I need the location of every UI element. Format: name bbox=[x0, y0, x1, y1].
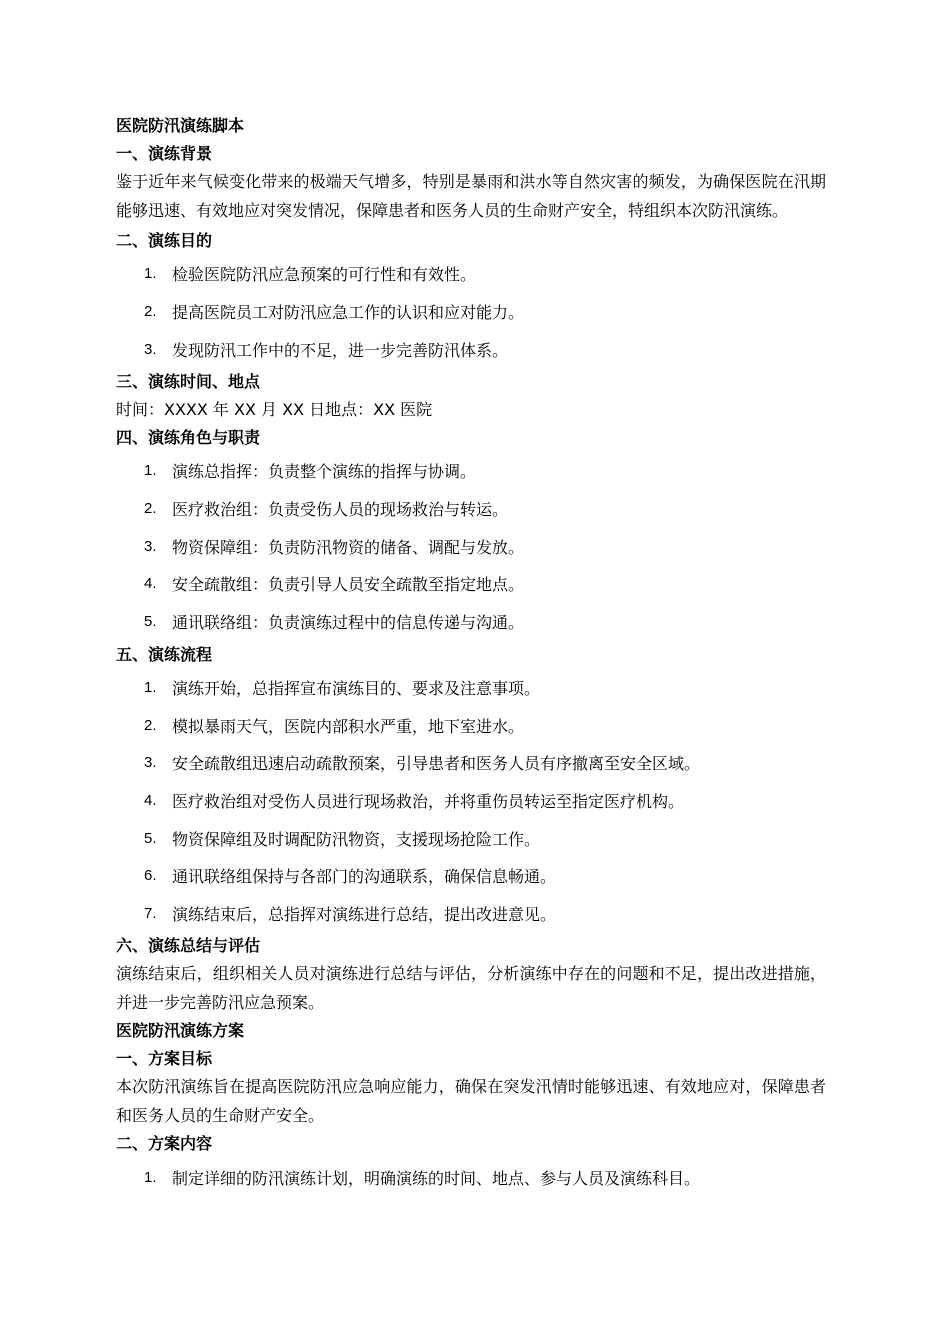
list-text: 模拟暴雨天气，医院内部积水严重，地下室进水。 bbox=[172, 716, 525, 736]
list-text: 检验医院防汛应急预案的可行性和有效性。 bbox=[172, 265, 477, 285]
list-number: 6. bbox=[144, 867, 157, 885]
list-number: 2. bbox=[144, 716, 157, 734]
list-text: 安全疏散组：负责引导人员安全疏散至指定地点。 bbox=[172, 575, 525, 595]
list-item bbox=[116, 603, 826, 641]
list-text: 安全疏散组迅速启动疏散预案，引导患者和医务人员有序撤离至安全区域。 bbox=[172, 754, 701, 774]
section-heading: 二、演练目的 bbox=[116, 231, 213, 250]
list-number: 1. bbox=[144, 678, 157, 696]
list-text: 医疗救治组：负责受伤人员的现场救治与转运。 bbox=[172, 500, 509, 520]
list-number: 2. bbox=[144, 303, 157, 321]
list-item bbox=[116, 452, 826, 490]
list-number: 3. bbox=[144, 537, 157, 555]
list-item bbox=[116, 490, 826, 528]
numbered-list bbox=[116, 1158, 826, 1196]
document-title: 医院防汛演练脚本 bbox=[116, 116, 245, 135]
list-number: 3. bbox=[144, 754, 157, 772]
list-text: 物资保障组及时调配防汛物资，支援现场抢险工作。 bbox=[172, 829, 541, 849]
list-item bbox=[116, 819, 826, 857]
list-item bbox=[116, 565, 826, 603]
list-item bbox=[116, 1158, 826, 1196]
list-number: 3. bbox=[144, 340, 157, 358]
list-number: 4. bbox=[144, 791, 157, 809]
list-text: 演练结束后，总指挥对演练进行总结，提出改进意见。 bbox=[172, 904, 557, 924]
section-heading: 四、演练角色与职责 bbox=[116, 428, 261, 448]
section-heading: 六、演练总结与评估 bbox=[116, 936, 261, 956]
list-text: 演练总指挥：负责整个演练的指挥与协调。 bbox=[172, 462, 477, 482]
list-number: 1. bbox=[144, 462, 157, 480]
list-item bbox=[116, 857, 826, 895]
section-paragraph: 本次防汛演练旨在提高医院防汛应急响应能力，确保在突发汛情时能够迅速、有效地应对，保障患者和医务人员的生命财产安全。 bbox=[116, 1077, 826, 1125]
section-paragraph: 演练结束后，组织相关人员对演练进行总结与评估，分析演练中存在的问题和不足，提出改进措施，并进一步完善防汛应急预案。 bbox=[116, 964, 826, 1012]
list-item bbox=[116, 782, 826, 820]
list-number: 1. bbox=[144, 265, 157, 283]
section-heading: 五、演练流程 bbox=[116, 644, 213, 664]
list-number: 7. bbox=[144, 904, 157, 922]
list-number: 5. bbox=[144, 613, 157, 631]
list-item bbox=[116, 895, 826, 933]
list-number: 2. bbox=[144, 500, 157, 518]
section-paragraph: 鉴于近年来气候变化带来的极端天气增多，特别是暴雨和洪水等自然灾害的频发，为确保医院在汛期能够迅速、有效地应对突发情况，保障患者和医务人员的生命财产安全，特组织本次防汛演练。 bbox=[116, 172, 826, 220]
list-item bbox=[116, 293, 826, 331]
list-item bbox=[116, 255, 826, 293]
section-heading: 三、演练时间、地点 bbox=[116, 372, 261, 392]
list-number: 5. bbox=[144, 829, 157, 847]
section-heading: 一、方案目标 bbox=[116, 1049, 213, 1069]
list-text: 通讯联络组：负责演练过程中的信息传递与沟通。 bbox=[172, 613, 525, 633]
list-number: 4. bbox=[144, 575, 157, 593]
section-heading: 二、方案内容 bbox=[116, 1134, 213, 1154]
numbered-list bbox=[116, 669, 826, 933]
list-number: 1. bbox=[144, 1168, 157, 1186]
numbered-list bbox=[116, 452, 826, 640]
list-item bbox=[116, 527, 826, 565]
list-item bbox=[116, 706, 826, 744]
list-text: 演练开始，总指挥宣布演练目的、要求及注意事项。 bbox=[172, 678, 541, 698]
time-location-text: 时间：XXXX 年 XX 月 XX 日地点：XX 医院 bbox=[116, 400, 433, 420]
document-page bbox=[116, 112, 826, 1196]
list-text: 医疗救治组对受伤人员进行现场救治，并将重伤员转运至指定医疗机构。 bbox=[172, 791, 685, 811]
list-text: 提高医院员工对防汛应急工作的认识和应对能力。 bbox=[172, 303, 525, 323]
list-text: 物资保障组：负责防汛物资的储备、调配与发放。 bbox=[172, 537, 525, 557]
numbered-list bbox=[116, 255, 826, 368]
list-text: 制定详细的防汛演练计划，明确演练的时间、地点、参与人员及演练科目。 bbox=[172, 1168, 701, 1188]
document-title: 医院防汛演练方案 bbox=[116, 1021, 245, 1041]
list-item bbox=[116, 744, 826, 782]
list-text: 通讯联络组保持与各部门的沟通联系，确保信息畅通。 bbox=[172, 867, 557, 887]
list-item bbox=[116, 669, 826, 707]
list-text: 发现防汛工作中的不足，进一步完善防汛体系。 bbox=[172, 340, 509, 360]
list-item bbox=[116, 330, 826, 368]
section-heading: 一、演练背景 bbox=[116, 144, 213, 163]
